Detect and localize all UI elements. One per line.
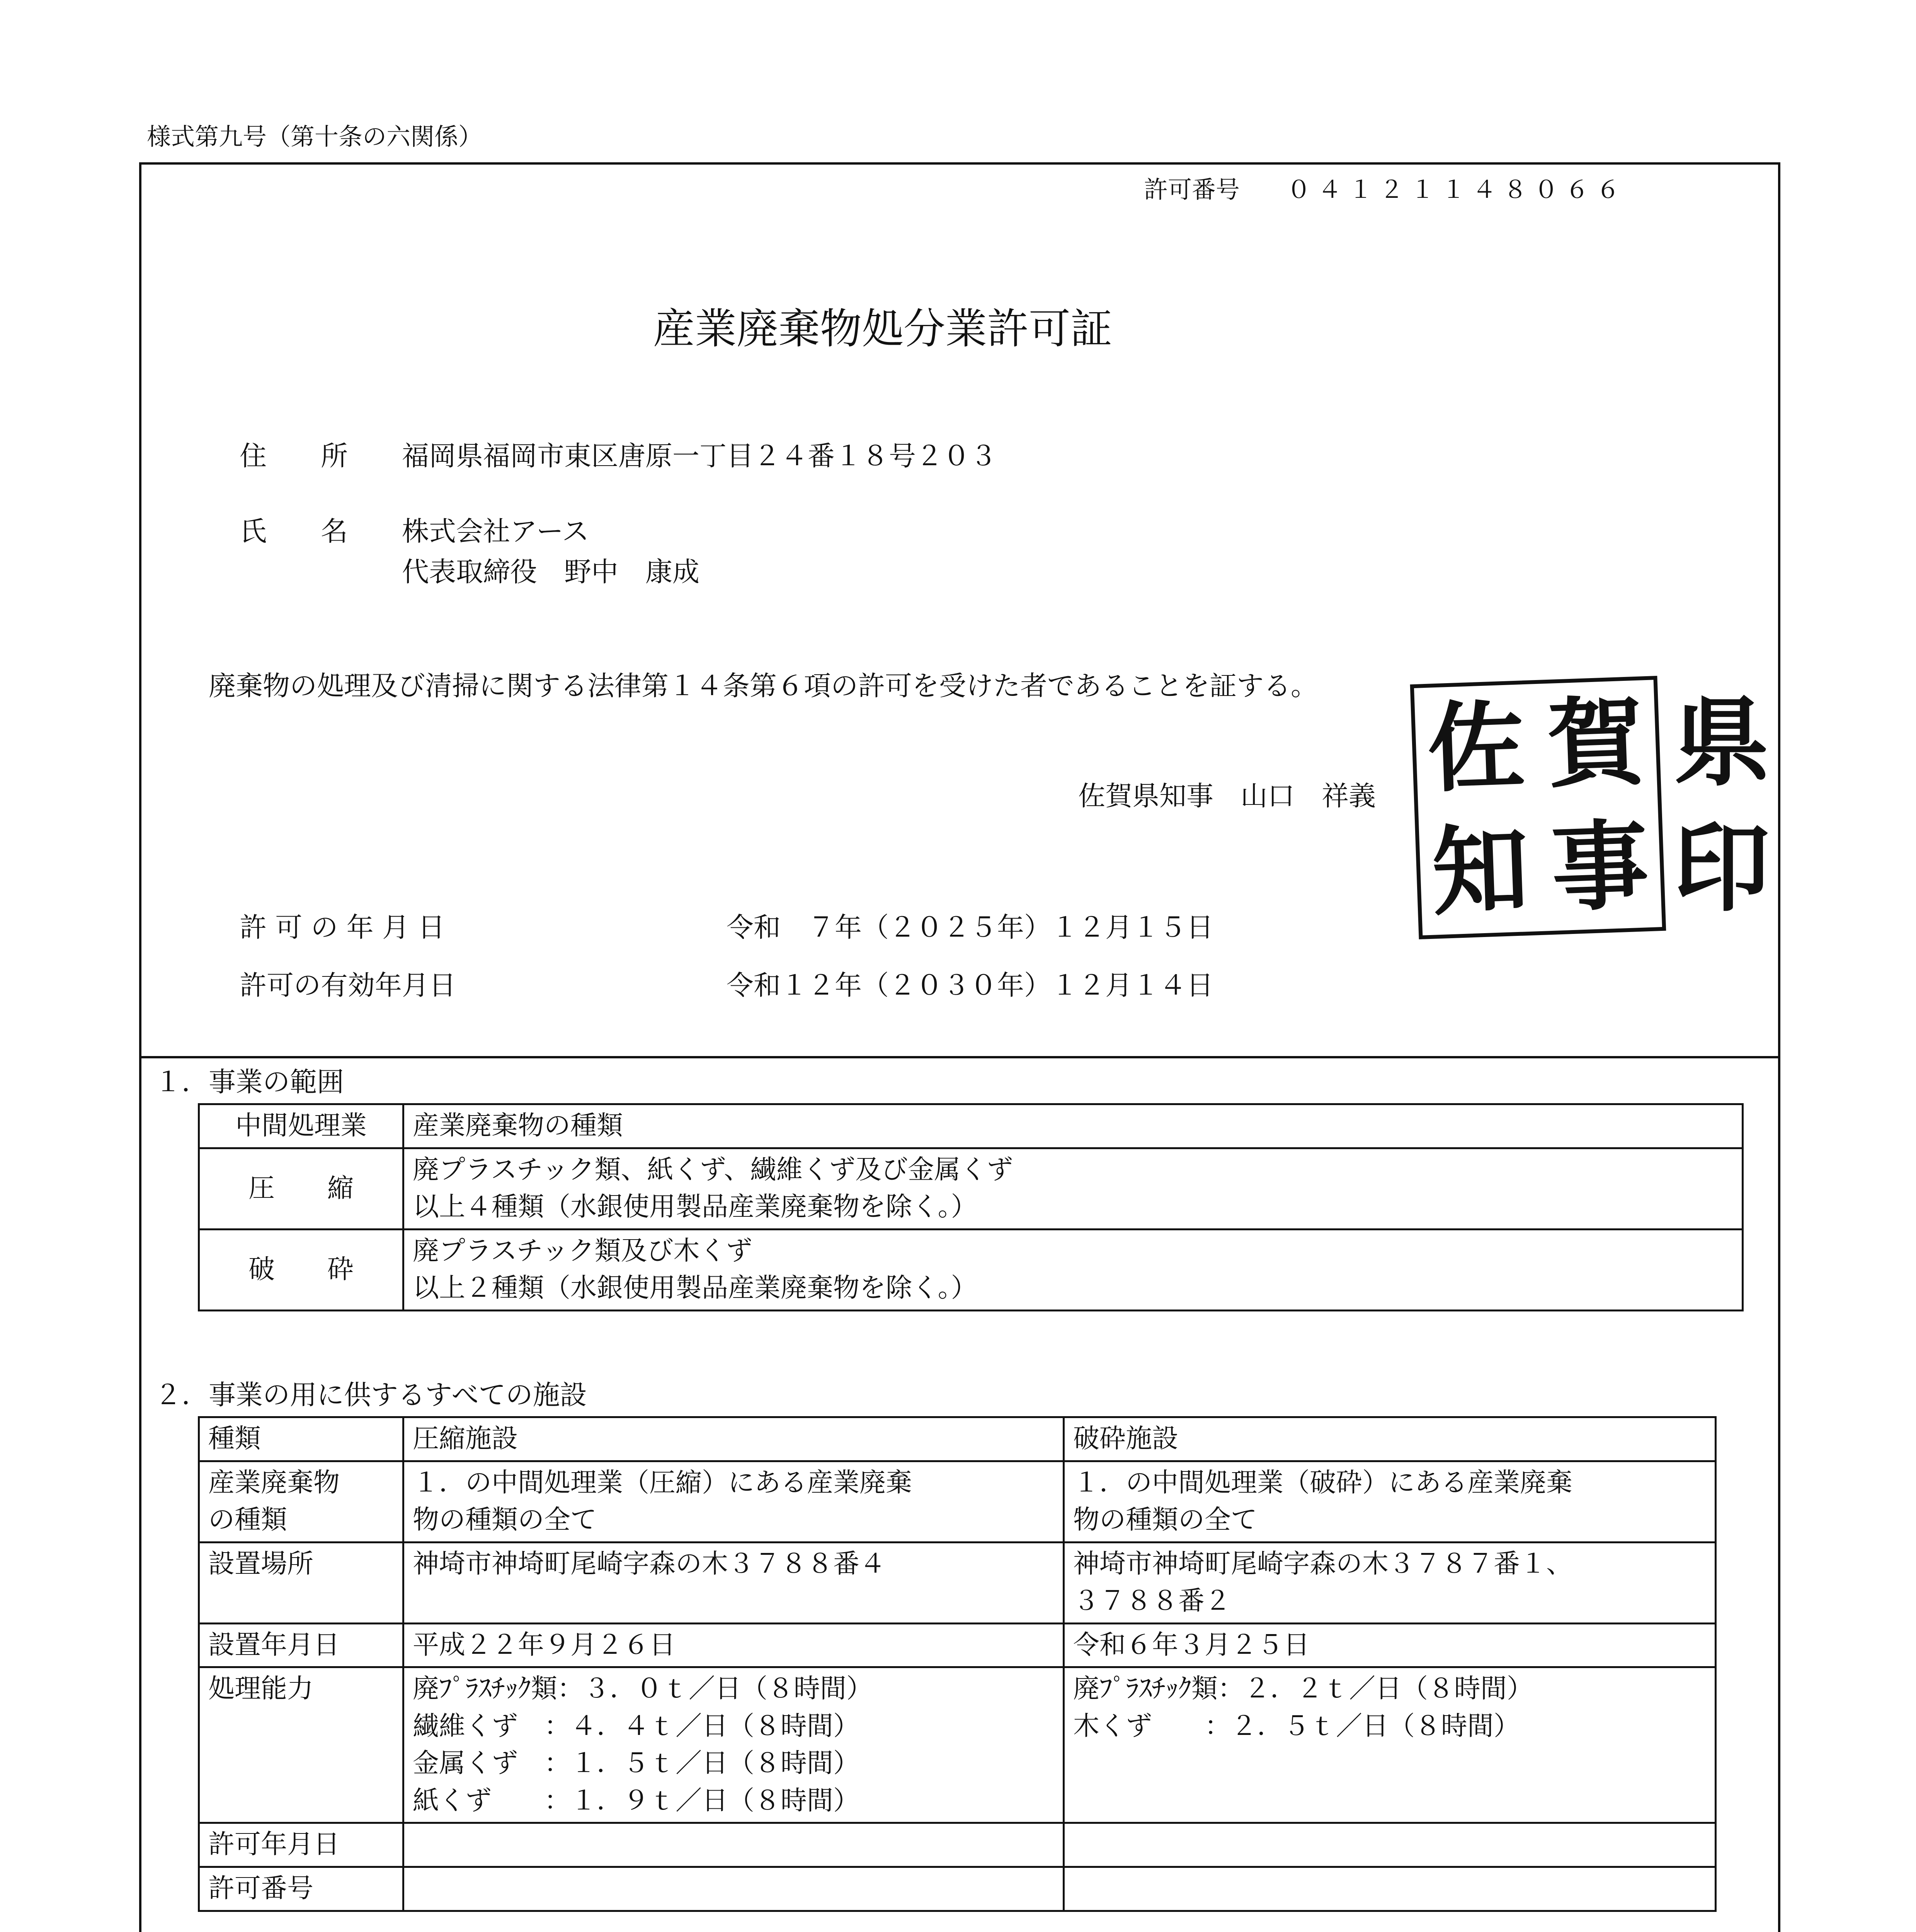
table-header-cell: 種類 — [199, 1417, 403, 1461]
table-row — [199, 1823, 1716, 1867]
expiry-value: 令和１２年（２０３０年）１２月１４日 — [727, 969, 1213, 1001]
representative-name: 代表取締役 野中 康成 — [402, 556, 699, 588]
cell-line: １．の中間処理業（破砕）にある産業廃棄 — [1073, 1467, 1573, 1498]
empty-cell — [403, 1823, 1064, 1867]
capacity-line: 廃ﾌﾟﾗｽﾁｯｸ類：３．０ｔ／日（８時間） — [413, 1673, 873, 1704]
row-label: 許可番号 — [199, 1867, 403, 1911]
waste-types-line: 以上２種類（水銀使用製品産業廃棄物を除く。） — [413, 1273, 977, 1304]
name-label: 氏 名 — [240, 515, 348, 547]
permit-date-value: 令和 ７年（２０２５年）１２月１５日 — [727, 912, 1213, 943]
table-header-cell: 圧縮施設 — [403, 1417, 1064, 1461]
waste-type-cell — [403, 1461, 1064, 1542]
seal-char: 賀 — [1545, 685, 1646, 801]
seal-char: 事 — [1550, 809, 1651, 925]
capacity-cell — [403, 1667, 1064, 1823]
cell-line: 物の種類の全て — [1073, 1505, 1257, 1536]
row-label: 設置場所 — [199, 1542, 403, 1623]
seal-column — [1673, 680, 1770, 931]
cell-line: 物の種類の全て — [413, 1505, 597, 1536]
address-value: 福岡県福岡市東区唐原一丁目２４番１８号２０３ — [402, 440, 997, 472]
empty-cell — [403, 1867, 1064, 1911]
official-seal-stamp — [1410, 676, 1666, 939]
capacity-line: 繊維くず ：４．４ｔ／日（８時間） — [413, 1711, 860, 1742]
empty-cell — [1064, 1823, 1716, 1867]
table-header-cell: 破砕施設 — [1064, 1417, 1716, 1461]
table-header-cell: 産業廃棄物の種類 — [403, 1104, 1743, 1148]
document-title: 産業廃棄物処分業許可証 — [653, 305, 1113, 353]
row-label-line: 産業廃棄物 — [208, 1467, 340, 1498]
installed-date-cell: 令和６年３月２５日 — [1064, 1623, 1716, 1667]
waste-types-cell — [403, 1148, 1743, 1229]
capacity-cell — [1064, 1667, 1716, 1823]
row-label-line: の種類 — [208, 1505, 288, 1536]
row-label: 許可年月日 — [199, 1823, 403, 1867]
seal-char: 印 — [1673, 812, 1770, 925]
row-label: 設置年月日 — [199, 1623, 403, 1667]
capacity-line: 紙くず ：１．９ｔ／日（８時間） — [413, 1785, 860, 1816]
installed-date-cell: 平成２２年９月２６日 — [403, 1623, 1064, 1667]
table-header-cell: 中間処理業 — [199, 1104, 403, 1148]
location-cell — [1064, 1542, 1716, 1623]
table-row — [199, 1417, 1716, 1461]
permit-number: ０４１２１１４８０６６ — [1287, 175, 1627, 204]
waste-types-line: 廃プラスチック類及び木くず — [413, 1235, 752, 1266]
cell-line: 神埼市神埼町尾崎字森の木３７８７番１、 — [1073, 1548, 1573, 1579]
company-name: 株式会社アース — [402, 515, 589, 547]
empty-cell — [1064, 1867, 1716, 1911]
section-1-heading: １．事業の範囲 — [155, 1066, 344, 1098]
form-label: 様式第九号（第十条の六関係） — [147, 122, 483, 151]
table-row — [199, 1229, 1743, 1310]
waste-types-line: 廃プラスチック類、紙くず、繊維くず及び金属くず — [413, 1154, 1013, 1185]
waste-types-cell — [403, 1229, 1743, 1310]
capacity-line: 金属くず ：１．５ｔ／日（８時間） — [413, 1748, 860, 1779]
frame-divider — [139, 1056, 1780, 1058]
seal-char: 佐 — [1426, 690, 1526, 806]
process-type: 破 砕 — [199, 1229, 403, 1310]
seal-char: 県 — [1673, 687, 1770, 799]
table-row — [199, 1667, 1716, 1823]
business-scope-table — [198, 1103, 1744, 1311]
expiry-label: 許可の有効年月日 — [240, 969, 456, 1001]
waste-types-line: 以上４種類（水銀使用製品産業廃棄物を除く。） — [413, 1192, 977, 1223]
facilities-table — [198, 1416, 1717, 1912]
process-type: 圧 縮 — [199, 1148, 403, 1229]
capacity-line: 木くず ：２．５ｔ／日（８時間） — [1073, 1711, 1520, 1742]
section-2-heading: ２．事業の用に供するすべての施設 — [155, 1379, 587, 1411]
issuer-name: 佐賀県知事 山口 祥義 — [1078, 780, 1376, 812]
row-label — [199, 1461, 403, 1542]
cell-line: ３７８８番２ — [1073, 1586, 1231, 1617]
capacity-line: 廃ﾌﾟﾗｽﾁｯｸ類：２．２ｔ／日（８時間） — [1073, 1673, 1533, 1704]
cell-line: １．の中間処理業（圧縮）にある産業廃棄 — [413, 1467, 912, 1498]
address-label: 住 所 — [240, 440, 348, 472]
certification-statement: 廃棄物の処理及び清掃に関する法律第１４条第６項の許可を受けた者であることを証する。 — [209, 670, 1318, 702]
permit-number-label: 許可番号 — [1144, 175, 1240, 204]
table-row — [199, 1542, 1716, 1623]
table-row — [199, 1867, 1716, 1911]
table-row — [199, 1148, 1743, 1229]
seal-char: 知 — [1430, 813, 1531, 929]
permit-date-label: 許 可 の 年 月 日 — [240, 912, 445, 943]
location-cell: 神埼市神埼町尾崎字森の木３７８８番４ — [403, 1542, 1064, 1623]
table-row — [199, 1461, 1716, 1542]
table-row — [199, 1104, 1743, 1148]
waste-type-cell — [1064, 1461, 1716, 1542]
row-label: 処理能力 — [199, 1667, 403, 1823]
table-row — [199, 1623, 1716, 1667]
